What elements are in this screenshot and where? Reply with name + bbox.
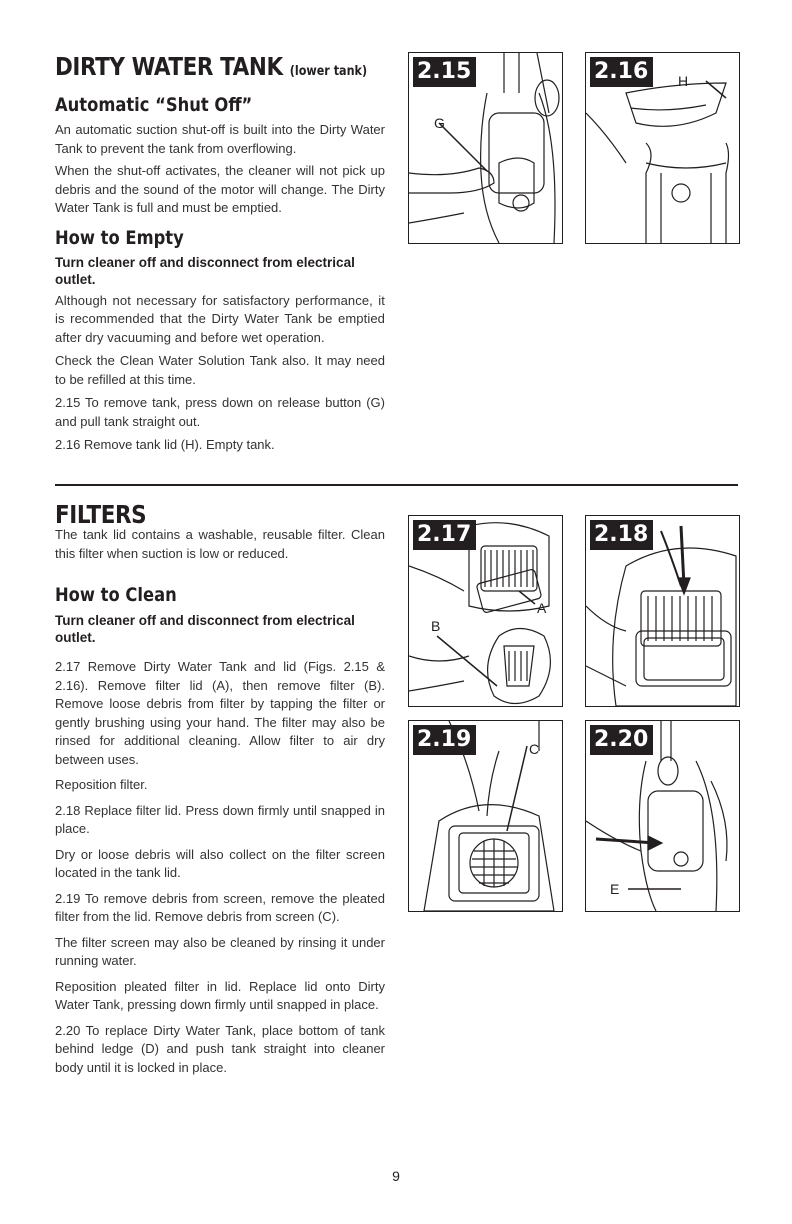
figure-2-16 [585,52,740,244]
subheading-how-to-clean: How to Clean [55,584,177,606]
section-dirty-water-tank [55,52,385,455]
section-filters [55,500,385,1077]
title-sub: (lower tank) [289,64,368,79]
figure-number: 2.17 [413,520,476,550]
figure-2-19 [408,720,563,912]
callout-g: G [434,115,445,131]
section-divider [55,484,738,486]
figure-2-18 [585,515,740,707]
section-title [55,52,368,87]
callout-a: A [537,600,547,616]
paragraph: Although not necessary for satisfactory performance, it is recommended that the Dirty Water Tank be emptied after dry vacuuming and before wet operation. [55,292,385,345]
callout-h: H [678,73,689,89]
paragraph: Reposition pleated filter in lid. Replace lid onto Dirty Water Tank, pressing down firmly until snapped in place. [55,978,385,1012]
step-2-20: 2.20 To replace Dirty Water Tank, place bottom of tank behind ledge (D) and push tank straight into cleaner body until it is locked in place. [55,1022,385,1075]
callout-c: C [529,741,540,757]
subheading-how-to-empty: How to Empty [55,226,184,249]
callout-b: B [431,618,441,634]
title-text: DIRTY WATER TANK [55,52,283,81]
warning-text: Turn cleaner off and disconnect from electrical outlet. [55,613,355,645]
figure-2-17 [408,515,563,707]
figure-number: 2.20 [590,725,653,755]
subheading-shut-off: Automatic “Shut Off” [55,94,253,116]
step-2-16: 2.16 Remove tank lid (H). Empty tank. [55,437,275,452]
paragraph: The tank lid contains a washable, reusable filter. Clean this filter when suction is low or reduced. [55,527,385,561]
section-title: FILTERS [55,500,147,529]
step-2-18: 2.18 Replace filter lid. Press down firmly until snapped in place. [55,802,385,836]
figure-number: 2.16 [590,57,653,87]
paragraph: When the shut-off activates, the cleaner will not pick up debris and the sound of the motor will change. The Dirty Water Tank is full and must be emptied. [55,163,385,215]
paragraph: An automatic suction shut-off is built into the Dirty Water Tank to prevent the tank from overflowing. [55,122,385,156]
paragraph: The filter screen may also be cleaned by rinsing it under running water. [55,934,385,968]
figure-2-20 [585,720,740,912]
step-2-15: 2.15 To remove tank, press down on release button (G) and pull tank straight out. [55,395,385,429]
step-2-17: 2.17 Remove Dirty Water Tank and lid (Figs. 2.15 & 2.16). Remove filter lid (A), then remove filter (B). Remove loose debris from filter by tapping the filter or gently brushing using your hand. The filter may also be rinsed for additional cleaning. Allow filter to air dry between uses. [55,659,385,767]
step-2-19: 2.19 To remove debris from screen, remove the pleated filter from the lid. Remove debris from screen (C). [55,890,385,924]
paragraph: Check the Clean Water Solution Tank also. It may need to be refilled at this time. [55,353,385,387]
figure-number: 2.15 [413,57,476,87]
callout-e: E [610,881,620,897]
figure-number: 2.18 [590,520,653,550]
paragraph: Reposition filter. [55,777,148,792]
paragraph: Dry or loose debris will also collect on the filter screen located in the tank lid. [55,846,385,880]
figure-2-15 [408,52,563,244]
page-number: 9 [392,1168,400,1184]
figure-number: 2.19 [413,725,476,755]
warning-text: Turn cleaner off and disconnect from electrical outlet. [55,254,355,287]
